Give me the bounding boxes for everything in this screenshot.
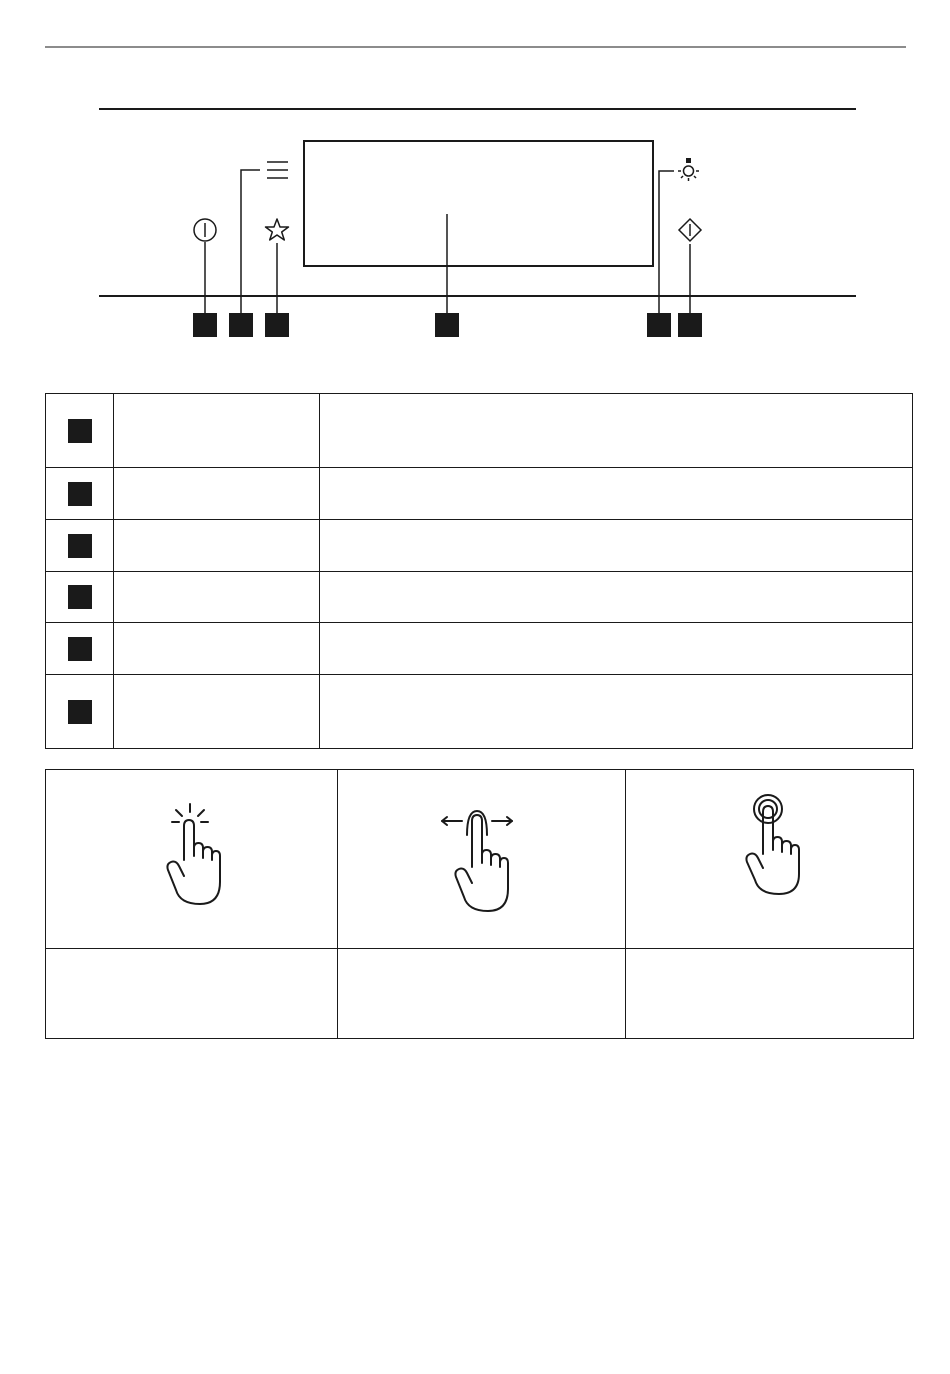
table-row	[46, 520, 913, 572]
callout-box-3	[265, 313, 289, 337]
start-stop-icon[interactable]	[679, 219, 701, 241]
gesture-table	[45, 769, 914, 1039]
swipe-gesture-icon	[432, 805, 532, 935]
table-row	[46, 394, 913, 468]
gesture-icon-cell	[338, 770, 626, 949]
row-number-cell	[46, 520, 114, 572]
control-panel-parts-table	[45, 393, 913, 749]
part-description	[320, 520, 913, 572]
table-row	[46, 623, 913, 675]
tap-gesture-icon	[152, 798, 232, 928]
callout-box-4	[435, 313, 459, 337]
part-description	[320, 572, 913, 623]
row-number-cell	[46, 468, 114, 520]
row-number-cell	[46, 572, 114, 623]
control-panel-diagram	[0, 0, 950, 360]
gesture-icon-row	[46, 770, 914, 949]
gesture-icon-cell	[626, 770, 914, 949]
part-description	[320, 394, 913, 468]
row-number-box	[68, 419, 92, 443]
part-name	[114, 623, 320, 675]
press-hold-gesture-icon	[730, 792, 810, 922]
row-number-cell	[46, 623, 114, 675]
row-number-box	[68, 534, 92, 558]
part-description	[320, 675, 913, 749]
row-number-box	[68, 585, 92, 609]
row-number-box	[68, 700, 92, 724]
display[interactable]	[304, 141, 653, 266]
power-icon[interactable]	[194, 219, 216, 241]
lamp-icon[interactable]	[678, 158, 699, 181]
table-row	[46, 675, 913, 749]
row-number-box	[68, 637, 92, 661]
lamp-leader-line	[659, 171, 674, 314]
row-number-cell	[46, 394, 114, 468]
menu-leader-line	[241, 170, 260, 314]
gesture-label-row	[46, 949, 914, 1039]
table-row	[46, 468, 913, 520]
gesture-label	[626, 949, 914, 1039]
part-name	[114, 394, 320, 468]
part-description	[320, 623, 913, 675]
favourite-star-icon[interactable]	[266, 219, 289, 240]
part-name	[114, 675, 320, 749]
part-description	[320, 468, 913, 520]
part-name	[114, 468, 320, 520]
callout-box-5	[647, 313, 671, 337]
part-name	[114, 572, 320, 623]
part-name	[114, 520, 320, 572]
row-number-box	[68, 482, 92, 506]
callout-box-2	[229, 313, 253, 337]
callout-box-1	[193, 313, 217, 337]
gesture-icon-cell	[46, 770, 338, 949]
table-row	[46, 572, 913, 623]
row-number-cell	[46, 675, 114, 749]
gesture-label	[46, 949, 338, 1039]
menu-icon[interactable]	[267, 162, 288, 178]
callout-box-6	[678, 313, 702, 337]
gesture-label	[338, 949, 626, 1039]
